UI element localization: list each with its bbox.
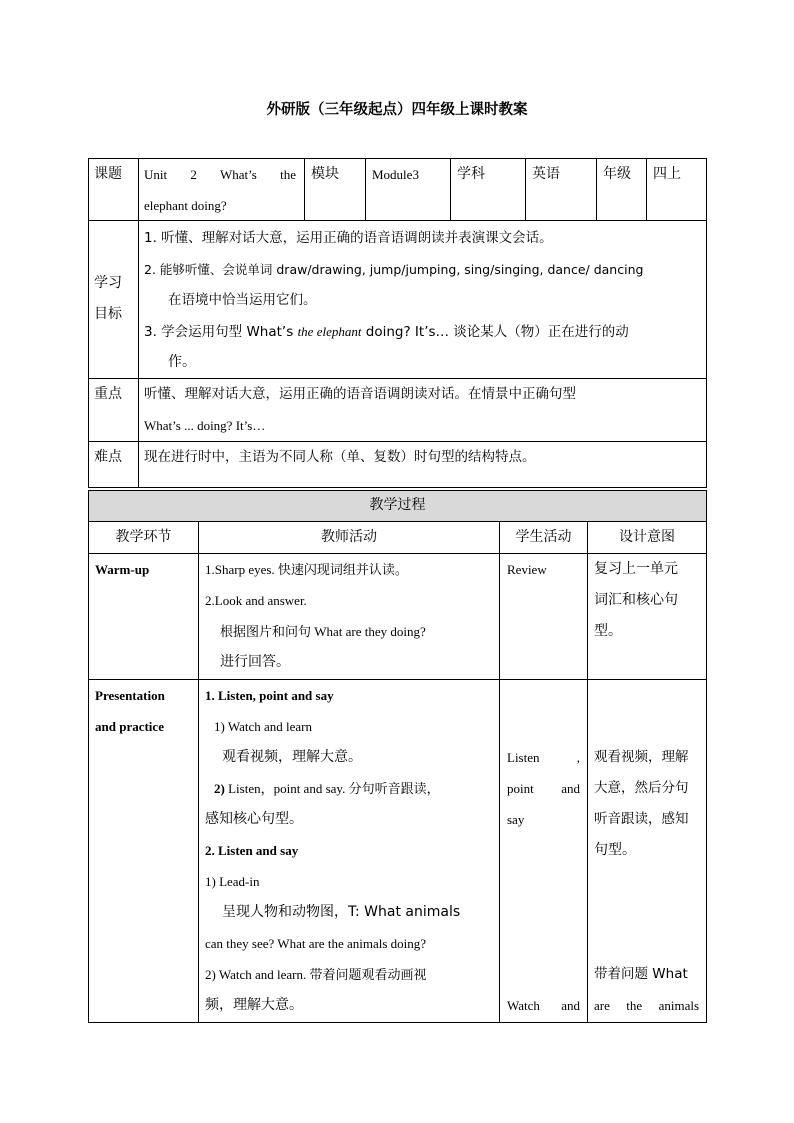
grade-label: 年级 xyxy=(603,166,631,182)
subject-label: 学科 xyxy=(457,166,485,182)
warmup-teacher-1: 1.Sharp eyes. 快速闪现词组并认读。 xyxy=(205,562,408,577)
presentation-student-cell xyxy=(499,679,588,1023)
presentation-intent-2: 大意，然后分句 xyxy=(594,780,689,796)
presentation-teacher-10: 2) Watch and learn. 带着问题观看动画视 xyxy=(205,967,427,982)
header-stage: 教学环节 xyxy=(115,529,172,545)
presentation-teacher-9: can they see? What are the animals doing? xyxy=(205,936,427,951)
warmup-stage: Warm-up xyxy=(95,562,150,577)
objective-item-3: 3. 学会运用句型 What’s the elephant doing? It’s… 谈论某人（物）正在进行的动 xyxy=(144,324,629,340)
presentation-teacher-3: 观看视频，理解大意。 xyxy=(222,749,362,765)
difficulty-label: 难点 xyxy=(94,449,122,465)
presentation-student-4: Watch and xyxy=(507,998,580,1013)
objectives-label-1: 学习 xyxy=(94,275,122,291)
objectives-label-2: 目标 xyxy=(94,306,122,322)
module-label: 模块 xyxy=(311,166,339,182)
difficulty-text: 现在进行时中，主语为不同人称（单、复数）时句型的结构特点。 xyxy=(144,449,536,465)
presentation-teacher-8: 呈现人物和动物图，T: What animals xyxy=(222,904,461,920)
presentation-teacher-4: 2) Listen，point and say. 分句听音跟读， xyxy=(214,781,440,796)
presentation-teacher-11: 频，理解大意。 xyxy=(205,997,303,1013)
presentation-stage-1: Presentation xyxy=(95,688,165,703)
header-student: 学生活动 xyxy=(515,529,572,545)
topic-label: 课题 xyxy=(94,166,122,182)
objective-item-1: 1. 听懂、理解对话大意，运用正确的语音语调朗读并表演课文会话。 xyxy=(144,230,553,246)
warmup-intent-2: 词汇和核心句 xyxy=(594,592,678,608)
document-title: 外研版（三年级起点）四年级上课时教案 xyxy=(266,102,528,118)
presentation-student-3: say xyxy=(507,812,525,827)
presentation-teacher-2: 1) Watch and learn xyxy=(214,719,312,734)
keypoints-label: 重点 xyxy=(94,386,122,402)
warmup-teacher-3: 根据图片和问句 What are they doing? xyxy=(220,624,426,639)
process-title: 教学过程 xyxy=(369,497,426,513)
presentation-student-2: point and xyxy=(507,781,580,796)
presentation-intent-1: 观看视频，理解 xyxy=(594,749,689,765)
subject-value: 英语 xyxy=(532,166,560,182)
warmup-intent-1: 复习上一单元 xyxy=(594,561,678,577)
presentation-stage-2: and practice xyxy=(95,719,164,734)
warmup-teacher-4: 进行回答。 xyxy=(220,654,290,670)
objective-item-2: 2. 能够听懂、会说单词 draw/drawing, jump/jumping, sing/singing, dance/ dancing xyxy=(144,262,644,277)
topic-line2: elephant doing? xyxy=(144,198,227,213)
presentation-intent-6: are the animals xyxy=(594,998,700,1013)
objective-item-3-cont: 作。 xyxy=(168,354,196,370)
warmup-student: Review xyxy=(507,562,547,577)
header-teacher: 教师活动 xyxy=(321,529,377,545)
grade-value: 四上 xyxy=(653,166,681,182)
presentation-intent-5: 带着问题 What xyxy=(594,966,688,982)
header-intent: 设计意图 xyxy=(619,529,675,545)
warmup-teacher-2: 2.Look and answer. xyxy=(205,593,307,608)
presentation-teacher-6: 2. Listen and say xyxy=(205,843,299,858)
presentation-intent-4: 句型。 xyxy=(594,842,636,858)
topic-line1: Unit 2 What’s the xyxy=(144,167,296,182)
objective-item-2-cont: 在语境中恰当运用它们。 xyxy=(168,292,317,308)
keypoints-line2: What’s ... doing? It’s… xyxy=(144,418,266,433)
warmup-intent-3: 型。 xyxy=(594,623,622,639)
presentation-intent-3: 听音跟读，感知 xyxy=(594,811,689,827)
presentation-teacher-1: 1. Listen, point and say xyxy=(205,688,334,703)
keypoints-line1: 听懂、理解对话大意，运用正确的语音语调朗读对话。在情景中正确句型 xyxy=(144,386,576,402)
module-value: Module3 xyxy=(372,167,419,182)
presentation-teacher-7: 1) Lead-in xyxy=(205,874,260,889)
presentation-teacher-5: 感知核心句型。 xyxy=(205,811,303,827)
presentation-student-1: Listen , xyxy=(507,750,580,765)
